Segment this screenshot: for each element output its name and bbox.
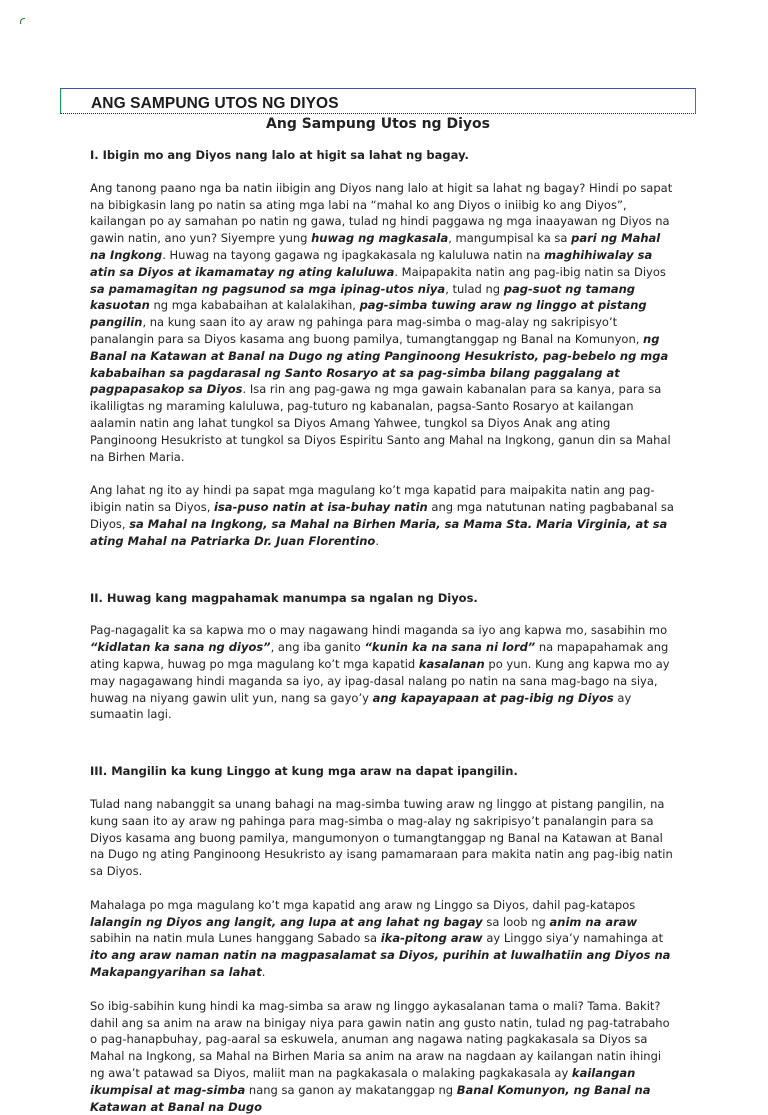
paragraph bbox=[90, 180, 678, 466]
paragraph bbox=[90, 897, 678, 981]
emphasis-text: “kunin ka na sana ni lord” bbox=[364, 640, 536, 655]
body-text: , na kung saan ito ay araw ng pahinga para mag-simba o mag-alay ng sakripisyo’t panalangin para sa Diyos kasama ang buong pamilya, tumangtanggap ng Banal na Komunyon, bbox=[90, 315, 644, 346]
emphasis-text: pag-simba tuwing araw ng linggo at pistang pangilin bbox=[90, 298, 647, 330]
body-text: . Isa rin ang pag-gawa ng mga gawain kabanalan para sa kanya, para sa ikaliligtas ng maraming kaluluwa, pag-tuturo ng kabanalan, pagsa-Santo Rosaryo at kailangan aalamin natin ang lahat tungkol sa Diyos Amang Yahwee, tungkol sa Diyos Anak ang ating Panginoong Hesukristo at tungkol sa Diyos Espiritu Santo ang Mahal na Ingkong, ganun din sa Mahal na Birhen Maria. bbox=[90, 382, 671, 464]
document-body bbox=[60, 147, 696, 1115]
emphasis-text: kailangan ikumpisal at mag-simba bbox=[90, 1066, 636, 1097]
document-page bbox=[60, 88, 696, 1115]
emphasis-text: maghihiwalay sa atin sa Diyos at ikamamatay ng ating kaluluwa bbox=[90, 247, 653, 279]
emphasis-text: ang kapayapaan at pag-ibig ng Diyos bbox=[372, 690, 614, 705]
body-text: sa loob ng bbox=[482, 914, 550, 929]
paragraph bbox=[90, 998, 678, 1115]
body-text: , ang iba ganito bbox=[270, 640, 365, 655]
body-text: ay Linggo siya’y namahinga at bbox=[482, 931, 664, 946]
body-text: . bbox=[375, 533, 379, 548]
emphasis-text: sa pamamagitan ng pagsunod sa mga ipinag-utos niya bbox=[90, 281, 446, 296]
emphasis-text: isa-puso natin at isa-buhay natin bbox=[214, 500, 428, 515]
emphasis-text: Banal Komunyon, ng Banal na Katawan at Banal na Dugo bbox=[90, 1082, 651, 1114]
paragraph bbox=[90, 796, 678, 880]
emphasis-text: ika-pitong araw bbox=[380, 931, 483, 946]
body-text: ang mga natutunan nating pagbabanal sa Diyos, bbox=[90, 500, 674, 531]
emphasis-text: pari ng Mahal na Ingkong bbox=[90, 231, 661, 262]
title-box bbox=[60, 88, 696, 114]
body-text: Mahalaga po mga magulang ko’t mga kapatid ang araw ng Linggo sa Diyos, dahil pag-katapos bbox=[90, 897, 636, 912]
document-title: ANG SAMPUNG UTOS NG DIYOS bbox=[91, 95, 339, 112]
body-text: Pag-nagagalit ka sa kapwa mo o may nagawang hindi maganda sa iyo ang kapwa mo, sasabihin mo bbox=[90, 623, 668, 638]
emphasis-text: kasalanan bbox=[418, 656, 485, 671]
emphasis-text: ito ang araw naman natin na magpasalamat sa Diyos, purihin at luwalhatiin ang Diyos na Makapangyarihan sa lahat bbox=[90, 948, 671, 980]
emphasis-text: ng Banal na Katawan at Banal na Dugo ng ating Panginoong Hesukristo, pag-bebelo ng mga kababaihan sa pagdarasal ng Santo Rosaryo at sa pag-simba bilang paggalang at pagpapasakop sa Diyos bbox=[90, 331, 669, 397]
paragraph bbox=[90, 622, 678, 723]
body-text: . bbox=[261, 965, 266, 980]
body-text: . Maipapakita natin ang pag-ibig natin sa Diyos bbox=[394, 264, 666, 279]
document-subtitle: Ang Sampung Utos ng Diyos bbox=[266, 116, 490, 132]
section-heading-3: III. Mangilin ka kung Linggo at kung mga araw na dapat ipangilin. bbox=[90, 764, 518, 779]
emphasis-text: pag-suot ng tamang kasuotan bbox=[90, 281, 636, 313]
body-text: So ibig-sabihin kung hindi ka mag-simba sa araw ng linggo ay bbox=[90, 998, 447, 1013]
emphasis-text: sa Mahal na Ingkong, sa Mahal na Birhen Maria, sa Mama Sta. Maria Virginia, at sa ating Mahal na Patriarka Dr. Juan Florentino bbox=[90, 516, 668, 548]
emphasis-text: anim na araw bbox=[549, 914, 638, 929]
section-heading-1: I. Ibigin mo ang Diyos nang lalo at higit sa lahat ng bagay. bbox=[90, 148, 469, 162]
emphasis-text: lalangin ng Diyos ang langit, ang lupa at ang lahat ng bagay bbox=[90, 914, 483, 929]
body-text: ng mga kababaihan at kalalakihan, bbox=[149, 298, 360, 313]
body-text: sa anim na araw na nagdaan ay kailangan natin ihingi ng awa’t patawad sa Diyos, maliit man na pagkakasala o malaking pagkakasala ay bbox=[90, 1049, 662, 1081]
emphasis-text: huwag ng magkasala bbox=[311, 231, 449, 246]
body-text: tama o mali? Tama. Bakit? dahil ang sa anim na araw na binigay niya para gawin natin ang gusto natin, tulad ng pag-tatrabaho o pag-hanapbuhay, pag-aaral sa eskuwela, anuman ang bbox=[90, 998, 670, 1047]
body-text: Ang tanong paano nga ba natin iibigin ang Diyos nang lalo at higit sa lahat ng bagay? Hindi po sapat na bibigkasin lang po natin sa ating mga labi na “mahal ko ang Diyos o iniibig ko ang Diyos”, kailangan po ay samahan po natin ng gawa, tulad ng hindi paggawa ng mga inaayawan ng Diyos na gawin natin, ano yun? Siyempre yung bbox=[90, 180, 673, 246]
body-text: Ang lahat ng ito ay hindi pa sapat mga magulang ko’t mga kapatid para maipakita natin ang pag-ibigin natin sa Diyos, bbox=[90, 483, 655, 515]
body-text: . Huwag na tayong gagawa ng ipagkakasala ng kaluluwa natin na bbox=[162, 247, 545, 262]
body-text: sabihin na natin mula Lunes hanggang Sabado sa bbox=[90, 931, 381, 946]
body-text: ay sumaatin lagi. bbox=[90, 690, 632, 722]
body-text: , tulad ng bbox=[445, 281, 504, 296]
emphasis-text: kasalanan bbox=[446, 998, 506, 1013]
emphasis-text: nagawa nating pagkakasala sa Diyos sa Mahal na Ingkong, sa Mahal na Birhen Maria bbox=[90, 1032, 648, 1064]
corner-mark bbox=[20, 18, 25, 24]
body-text: po yun. Kung ang kapwa mo ay may nagagawang hindi maganda sa iyo, ay ipag-dasal nalang po natin na sana mag-bago na siya, huwag na niyang gawin ulit yun, nang sa gayo’y bbox=[90, 656, 670, 705]
section-heading-2: II. Huwag kang magpahamak manumpa sa ngalan ng Diyos. bbox=[90, 590, 478, 605]
body-text: Tulad nang nabanggit sa unang bahagi na mag-simba tuwing araw ng linggo at pistang pangilin, na kung saan ito ay araw ng pahinga para mag-simba o mag-alay ng sakripisyo’t panalangin para sa Diyos kasama ang buong pamilya, mangumonyon o tumangtanggap ng Banal na Katawan at Banal na Dugo ng ating Panginoong Hesukristo ay isang pamamaraan para makita natin ang pag-ibig natin sa Diyos. bbox=[90, 796, 673, 879]
body-text: , mangumpisal ka sa bbox=[448, 231, 572, 246]
body-text: na mapapahamak ang ating kapwa, huwag po mga magulang ko’t mga kapatid bbox=[90, 640, 669, 671]
body-text: nang sa ganon ay makatanggap ng bbox=[245, 1082, 457, 1097]
paragraph bbox=[90, 482, 678, 549]
emphasis-text: “kidlatan ka sana ng diyos” bbox=[90, 640, 271, 655]
